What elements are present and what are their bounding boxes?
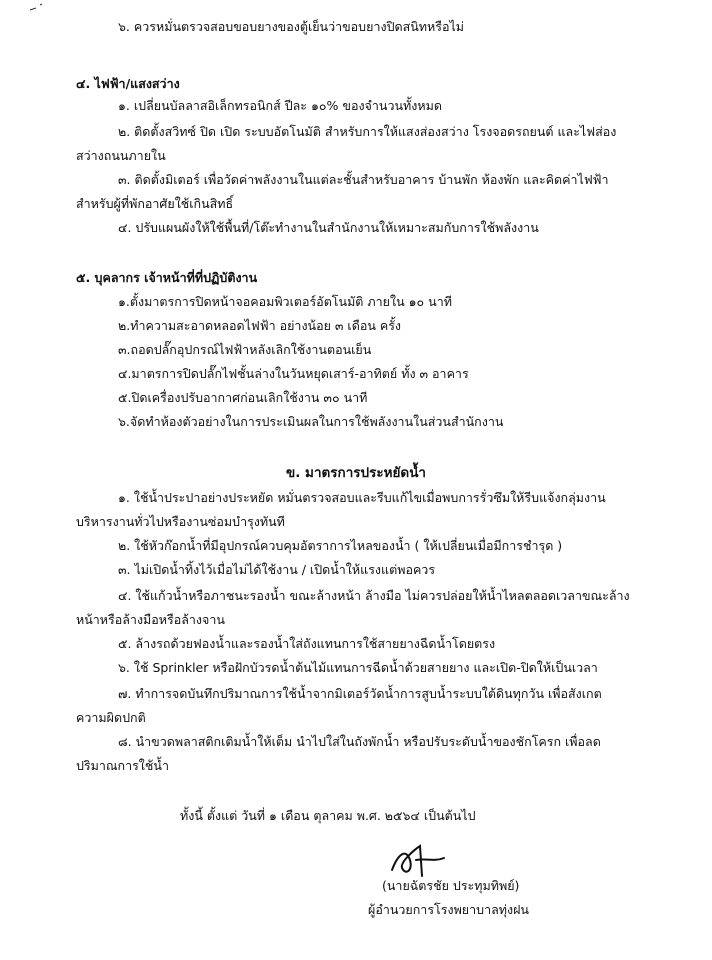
water-measures-heading: ข. มาตรการประหยัดน้ำ <box>285 465 427 481</box>
signature-image <box>386 840 450 880</box>
water-item-6: ๖. ใช้ Sprinkler หรือฝักบัวรดน้ำต้นไม้แทนการฉีดน้ำด้วยสายยาง และเปิด-ปิดให้เป็นเวลา <box>118 660 598 675</box>
sec4-item-2-line-1: ๒. ติดตั้งสวิทซ์ ปิด เปิด ระบบอัตโนมัติ สำหรับการให้แสงส่องสว่าง โรงจอดรถยนต์ และไฟส่อง <box>118 124 617 139</box>
water-item-8-line-2: ปริมาณการใช้น้ำ <box>76 758 169 773</box>
water-item-7-line-1: ๗. ทำการจดบันทึกปริมาณการใช้น้ำจากมิเตอร์วัดน้ำการสูบน้ำระบบใต้ดินทุกวัน เพื่อสังเกต <box>118 686 602 701</box>
sec5-item-5: ๕.ปิดเครื่องปรับอากาศก่อนเลิกใช้งาน ๓๐ นาที <box>118 390 368 405</box>
water-item-4-line-2: หน้าหรือล้างมือหรือล้างจาน <box>76 612 225 627</box>
sec4-item-3-line-2: สำหรับผู้ที่พักอาศัยใช้เกินสิทธิ์ <box>76 196 234 211</box>
sec5-item-1: ๑.ตั้งมาตรการปิดหน้าจอคอมพิวเตอร์อัตโนมัติ ภายใน ๑๐ นาที <box>118 294 452 309</box>
water-item-1-line-2: บริหารงานทั่วไปหรืองานซ่อมบำรุงทันที <box>76 514 285 529</box>
sec5-item-2: ๒.ทำความสะอาดหลอดไฟฟ้า อย่างน้อย ๓ เดือน ครั้ง <box>118 318 402 333</box>
sec4-item-4: ๔. ปรับแผนผังให้ใช้พื้นที่/โต๊ะทำงานในสำนักงานให้เหมาะสมกับการใช้พลังงาน <box>118 220 539 235</box>
sec5-item-6: ๖.จัดทำห้องตัวอย่างในการประเมินผลในการใช้พลังงานในส่วนสำนักงาน <box>118 414 504 429</box>
effective-date: ทั้งนี้ ตั้งแต่ วันที่ ๑ เดือน ตุลาคม พ.ศ. ๒๕๖๔ เป็นต้นไป <box>180 808 476 823</box>
water-item-8-line-1: ๘. นำขวดพลาสติกเติมน้ำให้เต็ม นำไปใส่ในถังพักน้ำ หรือปรับระดับน้ำของชักโครก เพื่อลด <box>118 734 601 749</box>
signer-name: (นายฉัตรชัย ประทุมทิพย์) <box>382 878 520 893</box>
sec4-item-1: ๑. เปลี่ยนบัลลาสอิเล็กทรอนิกส์ ปีละ ๑๐% ของจำนวนทั้งหมด <box>118 98 442 113</box>
sec5-item-3: ๓.ถอดปลั๊กอุปกรณ์ไฟฟ้าหลังเลิกใช้งานตอนเย็น <box>118 342 372 357</box>
water-item-1-line-1: ๑. ใช้น้ำประปาอย่างประหยัด หมั่นตรวจสอบและรีบแก้ไขเมื่อพบการรั่วซึมให้รีบแจ้งกลุ่มงาน <box>118 490 606 505</box>
water-item-2: ๒. ใช้หัวก๊อกน้ำที่มีอุปกรณ์ควบคุมอัตราการไหลของน้ำ ( ให้เปลี่ยนเมื่อมีการชำรุด ) <box>118 538 563 553</box>
section-4-heading: ๔. ไฟฟ้า/แสงสว่าง <box>76 76 180 91</box>
water-item-4-line-1: ๔. ใช้แก้วน้ำหรือภาชนะรองน้ำ ขณะล้างหน้า ล้างมือ ไม่ควรปล่อยให้น้ำไหลตลอดเวลาขณะล้าง <box>118 588 630 603</box>
water-item-7-line-2: ความผิดปกติ <box>76 710 146 725</box>
section-5-heading: ๕. บุคลากร เจ้าหน้าที่ที่ปฏิบัติงาน <box>76 270 258 285</box>
signer-title: ผู้อำนวยการโรงพยาบาลทุ่งฝน <box>368 902 529 917</box>
sec4-item-3-line-1: ๓. ติดตั้งมิเตอร์ เพื่อวัดค่าพลังงานในแต่ละชั้นสำหรับอาคาร บ้านพัก ห้องพัก และคิดค่าไฟฟ้า <box>118 172 609 187</box>
water-item-3: ๓. ไม่เปิดน้ำทิ้งไว้เมื่อไม่ได้ใช้งาน / เปิดน้ำให้แรงแต่พอควร <box>118 562 436 577</box>
sec5-item-4: ๔.มาตรการปิดปลั๊กไฟชั้นล่างในวันหยุดเสาร์-อาทิตย์ ทั้ง ๓ อาคาร <box>118 366 469 381</box>
water-item-5: ๕. ล้างรถด้วยฟองน้ำและรองน้ำใส่ถังแทนการใช้สายยางฉีดน้ำโดยตรง <box>118 636 496 651</box>
scan-mark <box>28 2 48 12</box>
sec4-prev-item-6: ๖. ควรหมั่นตรวจสอบขอบยางของตู้เย็นว่าขอบยางปิดสนิทหรือไม่ <box>118 19 465 34</box>
sec4-item-2-line-2: สว่างถนนภายใน <box>76 148 166 163</box>
